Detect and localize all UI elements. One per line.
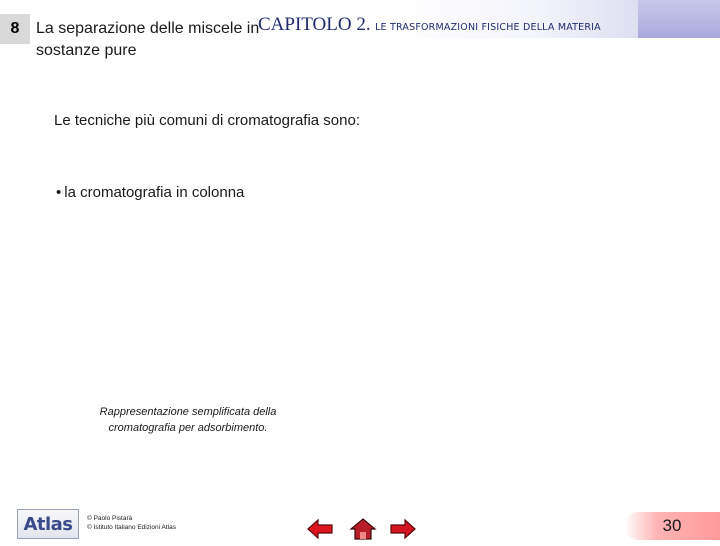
figure-caption: Rappresentazione semplificata della cromatografia per adsorbimento.	[99, 406, 277, 434]
section-number: 8	[10, 20, 20, 37]
chapter-subtitle: LE TRASFORMAZIONI FISICHE DELLA MATERIA	[375, 22, 601, 33]
atlas-logo	[17, 509, 79, 539]
section-title: La separazione delle miscele in sostanze pure	[36, 20, 260, 59]
bullet-marker: •	[56, 184, 62, 201]
home-button[interactable]	[349, 517, 377, 541]
forward-button[interactable]	[389, 517, 417, 541]
back-button[interactable]	[306, 517, 334, 541]
bullet-lead-text: la	[64, 184, 76, 201]
list-item	[56, 184, 244, 201]
chapter-heading	[258, 14, 601, 36]
intro-text: Le tecniche più comuni di cromatografia sono:	[54, 112, 361, 129]
chapter-label: CAPITOLO 2.	[258, 14, 371, 35]
logo-text: Atlas	[23, 513, 73, 535]
page-number-badge	[624, 512, 720, 540]
arrow-left-icon	[306, 517, 334, 541]
section-number-badge	[0, 14, 30, 44]
page-number: 30	[662, 516, 682, 535]
header-corner-decoration	[638, 0, 720, 38]
arrow-right-icon	[389, 517, 417, 541]
home-icon	[349, 517, 377, 541]
credits	[87, 514, 176, 532]
credit-author: © Paolo Pistarà	[87, 515, 133, 522]
credit-publisher: © Istituto Italiano Edizioni Atlas	[87, 524, 176, 531]
bullet-emphasis-text: cromatografia in colonna	[80, 184, 245, 201]
